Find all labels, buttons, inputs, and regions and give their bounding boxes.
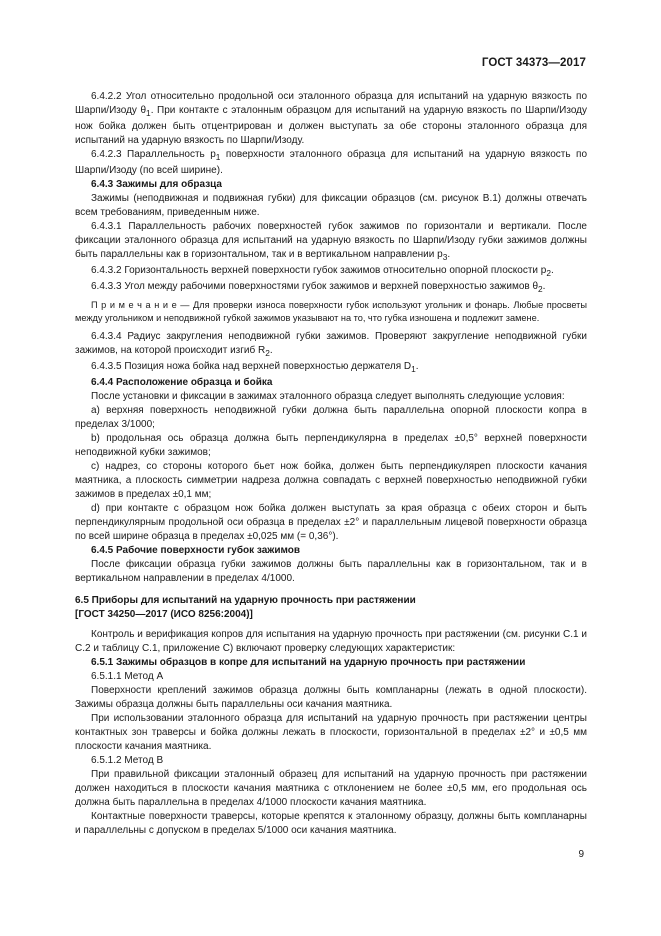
page-number: 9: [578, 849, 584, 860]
paragraph-6-4-3-3: 6.4.3.3 Угол между рабочими поверхностями губок зажимов и верхней поверхностью зажимов $\theta_2$.: [91, 281, 546, 294]
paragraph-method-b-1: При правильной фиксации эталонный образец для испытаний на ударную прочность при растяжении должен находиться в плоскости качания маятника с отклонением не более ±0,5 мм, его продольная ось должна быть параллельна в пределах 4/1000 плоскости качания маятника.: [75, 769, 587, 808]
paragraph-method-b-2: Контактные поверхности траверсы, которые крепятся к эталонному образцу, должны быть компланарны и параллельны с допуском в пределах 5/1000 оси качания маятника.: [75, 811, 587, 836]
paragraph-6-4-2-3: 6.4.2.3 Параллельность $p_1$ поверхности эталонного образца для испытаний на ударную вязкость по Шарпи/Изоду (по всей ширине).: [75, 149, 588, 176]
paragraph-6-4-3-5: 6.4.3.5 Позиция ножа бойка над верхней поверхностью держателя $D_1$.: [91, 361, 419, 374]
standard-header: ГОСТ 34373—2017: [481, 57, 586, 69]
paragraph-clamps-intro: Зажимы (неподвижная и подвижная губки) для фиксации образцов (см. рисунок В.1) должны отвечать всем требованиям, приведенным ниже.: [75, 193, 587, 218]
paragraph-6-5-intro: Контроль и верификация копров для испытания на ударную прочность при растяжении (см. рисунки С.1 и С.2 и таблицу С.1, приложение С) включают проверку следующих характеристик:: [75, 629, 587, 654]
paragraph-method-a-2: При использовании эталонного образца для испытаний на ударную прочность при растяжении центры контактных зон траверсы и бойка должны лежать в плоскости, горизонтальной в пределах ±2° и ±0,5 мм плоскости качания маятника.: [75, 713, 587, 752]
document-body: [75, 90, 587, 838]
list-item-c: с) надрез, со стороны которого бьет нож бойка, должен быть перпендикуляреn плоскости качания маятника, а плоскость симметрии надреза должна совпадать с верхней поверхностью неподвижной губки зажимов в пределах ±0,1 мм;: [75, 461, 587, 500]
paragraph-6-4-3-2: 6.4.3.2 Горизонтальность верхней поверхности губок зажимов относительно опорной плоскости $p_2$.: [91, 265, 554, 278]
list-item-d: d) при контакте с образцом нож бойка должен выступать за края образца с обеих сторон и быть перпендикулярным продольной оси образца в пределах ±2° и параллельным лицевой поверхности образца по всей ширине образца в пределах ±0,025 мм (= 0,36°).: [75, 503, 587, 542]
paragraph-method-a-1: Поверхности креплений зажимов образца должны быть компланарны (лежать в одной плоскости). Зажимы образца должны быть параллельны оси качания маятника.: [75, 685, 587, 710]
paragraph-6-4-5: После фиксации образца губки зажимов должны быть параллельны как в горизонтальном, так и в вертикальном направлении в пределах 4/1000.: [75, 559, 587, 584]
heading-6-4-3: 6.4.3 Зажимы для образца: [91, 179, 222, 190]
heading-method-a: 6.5.1.1 Метод А: [91, 671, 164, 682]
heading-6-5-1: 6.5.1 Зажимы образцов в копре для испытаний на ударную прочность при растяжении: [91, 657, 526, 668]
section-heading-6-5: 6.5 Приборы для испытаний на ударную прочность при растяжении [ГОСТ 34250—2017 (ИСО 8256:2004)]: [75, 595, 416, 620]
paragraph-6-4-3-4: 6.4.3.4 Радиус закругления неподвижной губки зажимов. Проверяют закругление неподвижной губки зажимов, на которой происходит изгиб $R_2$.: [75, 331, 587, 358]
heading-method-b: 6.5.1.2 Метод В: [91, 755, 164, 766]
note: П р и м е ч а н и е — Для проверки износа поверхности губок используют угольник и фонарь. Любые просветы между угольником и неподвижной губкой зажимов указывают на то, что губка изношена и подлежит замене.: [75, 300, 587, 323]
heading-6-4-4: 6.4.4 Расположение образца и бойка: [91, 377, 273, 388]
list-item-b: b) продольная ось образца должна быть перпендикулярна в пределах ±0,5° верхней поверхности неподвижной кубки зажимов;: [75, 433, 587, 458]
paragraph-placement-intro: После установки и фиксации в зажимах эталонного образца следует выполнять следующие условия:: [91, 391, 565, 402]
paragraph-6-4-3-1: 6.4.3.1 Параллельность рабочих поверхностей губок зажимов по горизонтали и вертикали. После фиксации эталонного образца для испытаний на ударную вязкость по Шарпи/Изоду губки зажимов должны быть параллельны как в горизонтальном, так и в вертикальном направлении $p_3$.: [75, 221, 587, 262]
list-item-a: а) верхняя поверхность неподвижной губки должна быть параллельна опорной плоскости копра в пределах 3/1000;: [75, 405, 587, 430]
paragraph-6-4-2-2: 6.4.2.2 Угол относительно продольной оси эталонного образца для испытаний на ударную вязкость по Шарпи/Изоду $\theta_1$. При контакте с эталонным образцом для испытаний на ударную вязкость по Шарпи/Изоду нож бойка должен быть отцентрирован и должен выступать за обе стороны эталонного образца для испытаний на ударную вязкость по Шарпи/Изоду.: [75, 91, 587, 146]
heading-6-4-5: 6.4.5 Рабочие поверхности губок зажимов: [91, 545, 301, 556]
